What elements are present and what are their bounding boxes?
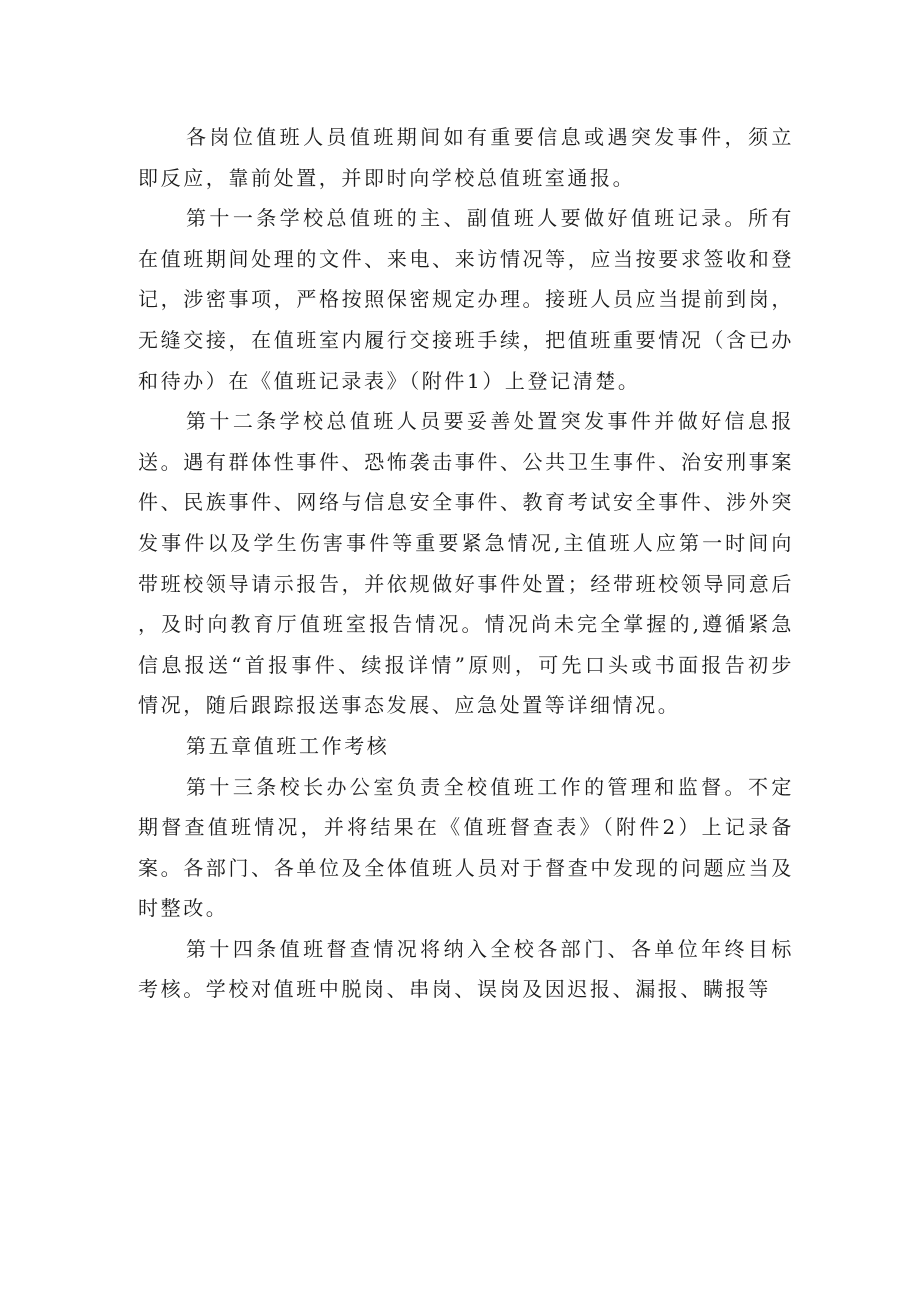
paragraph-article-14: 第十四条值班督查情况将纳入全校各部门、各单位年终目标考核。学校对值班中脱岗、串岗、误岗及因迟报、漏报、瞒报等 (138, 936, 794, 1002)
chapter-5-heading: 第五章值班工作考核 (186, 733, 390, 758)
paragraph-article-12: 第十二条学校总值班人员要妥善处置突发事件并做好信息报送。遇有群体性事件、恐怖袭击事件、公共卫生事件、治安刑事案件、民族事件、网络与信息安全事件、教育考试安全事件、涉外突发事件以及学生伤害事件等重要紧急情况,主值班人应第一时间向带班校领导请示报告，并依规做好事件处置；经带班校领导同意后，及时向教育厅值班室报告情况。情况尚未完全掌握的,遵循紧急信息报送“首报事件、续报详情”原则，可先口头或书面报告初步情况，随后跟踪报送事态发展、应急处置等详细情况。 (138, 409, 794, 718)
document-body (138, 117, 794, 1010)
paragraph-article-13: 第十三条校长办公室负责全校值班工作的管理和监督。不定期督查值班情况，并将结果在《值班督查表》（附件2）上记录备案。各部门、各单位及全体值班人员对于督查中发现的问题应当及时整改。 (138, 774, 794, 921)
paragraph-duty-emergency-report: 各岗位值班人员值班期间如有重要信息或遇突发事件，须立即反应，靠前处置，并即时向学校总值班室通报。 (138, 125, 794, 190)
paragraph-article-11: 第十一条学校总值班的主、副值班人要做好值班记录。所有在值班期间处理的文件、来电、来访情况等，应当按要求签收和登记，涉密事项，严格按照保密规定办理。接班人员应当提前到岗，无缝交接，在值班室内履行交接班手续，把值班重要情况（含已办和待办）在《值班记录表》（附件1）上登记清楚。 (138, 206, 794, 393)
